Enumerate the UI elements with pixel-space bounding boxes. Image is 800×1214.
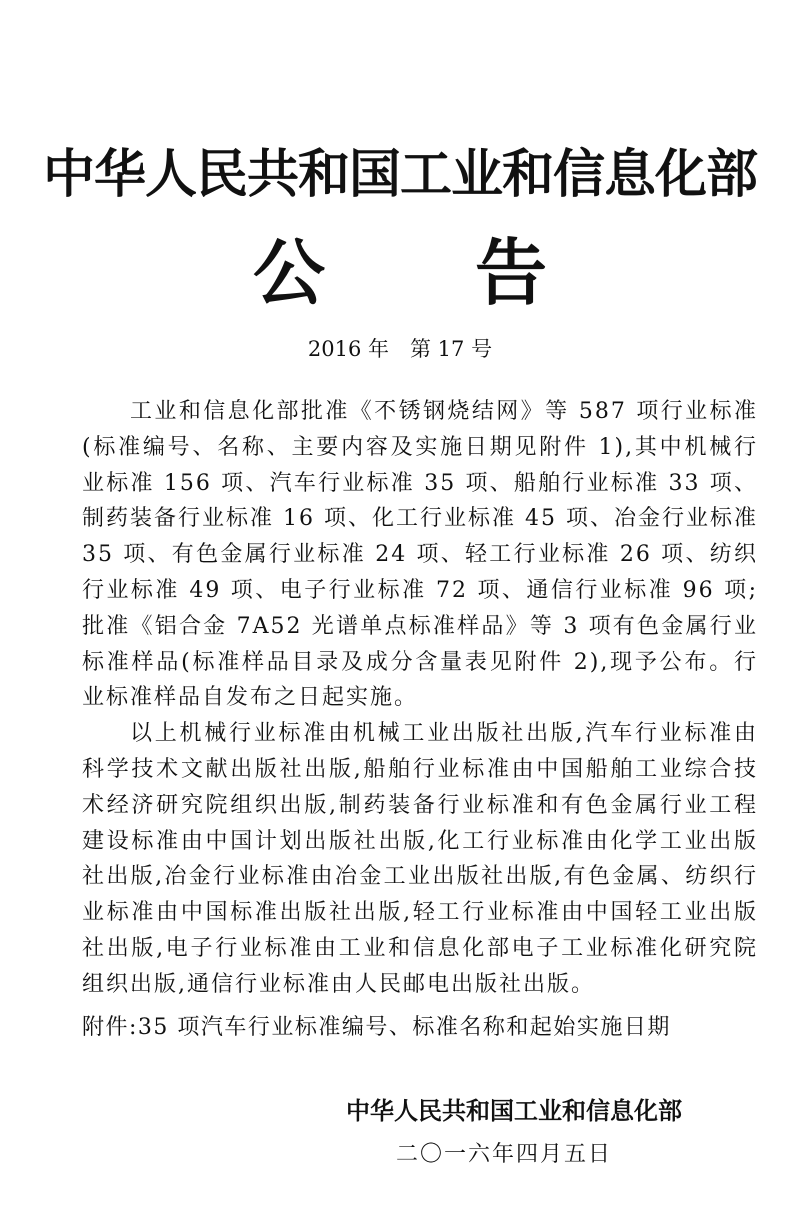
signature-organization: 中华人民共和国工业和信息化部 <box>346 1097 682 1125</box>
body-paragraph-2: 以上机械行业标准由机械工业出版社出版,汽车行业标准由科学技术文献出版社出版,船舶行业标准由中国船舶工业综合技术经济研究院组织出版,制药装备行业标准和有色金属行业工程建设标准由中国计划出版社出版,化工行业标准由化学工业出版社出版,冶金行业标准由冶金工业出版社出版,有色金属、纺织行业标准由中国标准出版社出版,轻工行业标准由中国轻工业出版社出版,电子行业标准由工业和信息化部电子工业标准化研究院组织出版,通信行业标准由人民邮电出版社出版。 <box>82 721 758 997</box>
signature-date: 二〇一六年四月五日 <box>395 1142 612 1167</box>
issuing-organization-title: 中华人民共和国工业和信息化部 <box>42 145 757 205</box>
attachment-note: 附件:35 项汽车行业标准编号、标准名称和起始实施日期 <box>82 1015 671 1040</box>
body-paragraph-1: 工业和信息化部批准《不锈钢烧结网》等 587 项行业标准(标准编号、名称、主要内容及实施日期见附件 1),其中机械行业标准 156 项、汽车行业标准 35 项、船舶行业标准 33 项、制药装备行业标准 16 项、化工行业标准 45 项、冶金行业标准 35 项、有色金属行业标准 24 项、轻工行业标准 26 项、纺织行业标准 49 项、电子行业标准 72 项、通信行业标准 96 项;批准《铝合金 7A52 光谱单点标准样品》等 3 项有色金属行业标准样品(标准样品目录及成分含量表见附件 2),现予公布。行业标准样品自发布之日起实施。 <box>82 399 758 711</box>
document-number: 2016 年 第 17 号 <box>307 337 493 361</box>
announcement-body <box>82 394 758 1003</box>
document-title: 公告 <box>252 231 697 315</box>
